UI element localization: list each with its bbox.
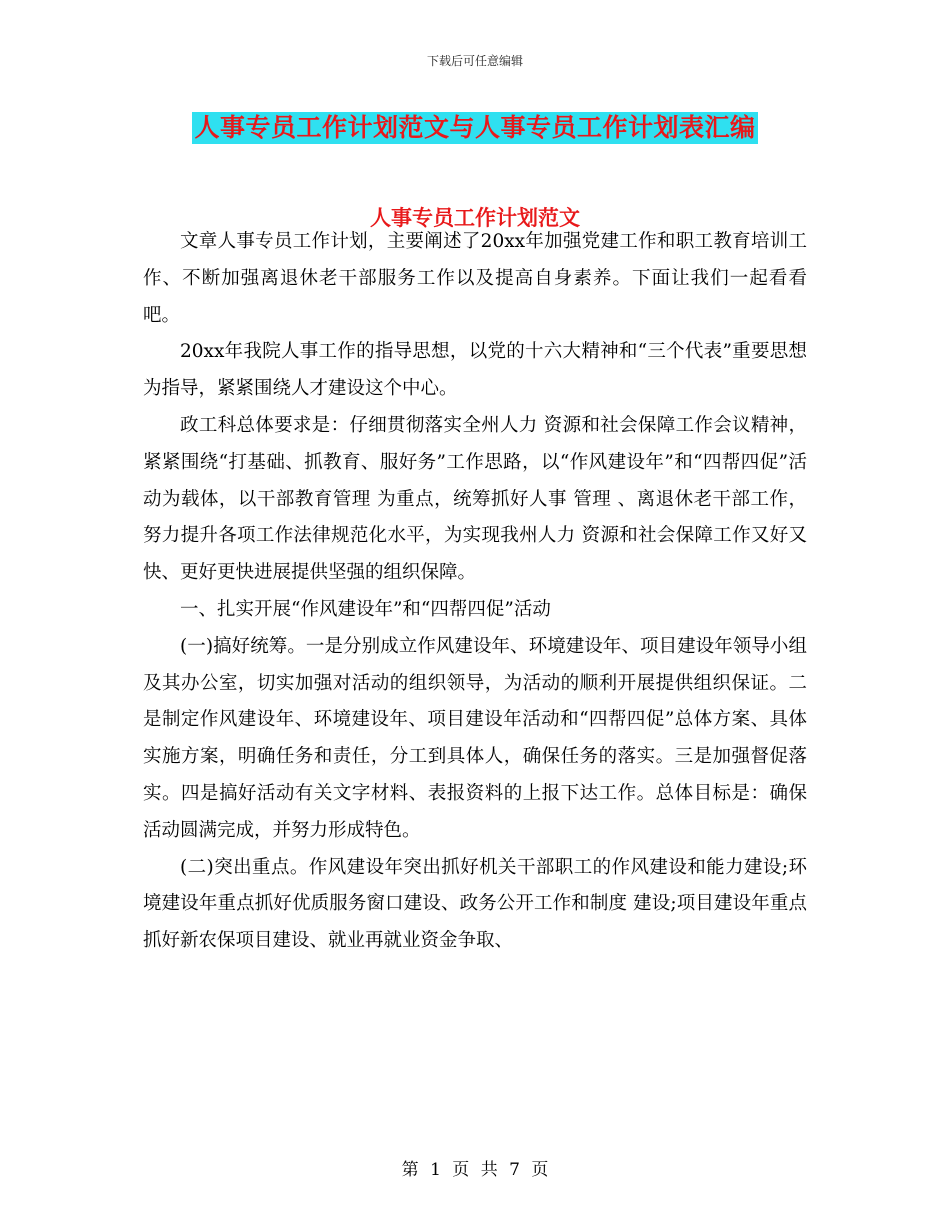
document-subtitle: 人事专员工作计划范文 [370, 206, 580, 230]
paragraph: 20xx年我院人事工作的指导思想，以党的十六大精神和“三个代表”重要思想为指导，紧紧围绕人才建设这个中心。 [143, 341, 807, 400]
document-title: 人事专员工作计划范文与人事专员工作计划表汇编 [194, 113, 756, 142]
section-heading: 一、扎实开展“作风建设年”和“四帮四促”活动 [180, 598, 551, 620]
page-indicator: 第 1 页 共 7 页 [401, 1160, 549, 1180]
document-body [143, 224, 807, 960]
main-title-container [0, 112, 950, 144]
paragraph: (一)搞好统筹。一是分别成立作风建设年、环境建设年、项目建设年领导小组及其办公室，切实加强对活动的组织领导，为活动的顺利开展提供组织保证。二是制定作风建设年、环境建设年、项目建设年活动和“四帮四促”总体方案、具体实施方案，明确任务和责任，分工到具体人，确保任务的落实。三是加强督促落实。四是搞好活动有关文字材料、表报资料的上报下达工作。总体目标是：确保活动圆满完成，并努力形成特色。 [143, 635, 807, 841]
header-note: 下载后可任意编辑 [426, 54, 523, 68]
paragraph: 文章人事专员工作计划，主要阐述了20xx年加强党建工作和职工教育培训工作、不断加强离退休老干部服务工作以及提高自身素养。下面让我们一起看看吧。 [143, 231, 807, 326]
paragraph: (二)突出重点。作风建设年突出抓好机关干部职工的作风建设和能力建设;环境建设年重点抓好优质服务窗口建设、政务公开工作和制度 建设;项目建设年重点抓好新农保项目建设、就业再就业资金争取、 [143, 856, 807, 952]
paragraph: 政工科总体要求是：仔细贯彻落实全州人力 资源和社会保障工作会议精神，紧紧围绕“打基础、抓教育、服好务”工作思路，以“作风建设年”和“四帮四促”活动为载体，以干部教育管理 为重点，统筹抓好人事 管理 、离退休老干部工作，努力提升各项工作法律规范化水平，为实现我州人力 资源和社会保障工作又好又快、更好更快进展提供坚强的组织保障。 [143, 414, 807, 584]
